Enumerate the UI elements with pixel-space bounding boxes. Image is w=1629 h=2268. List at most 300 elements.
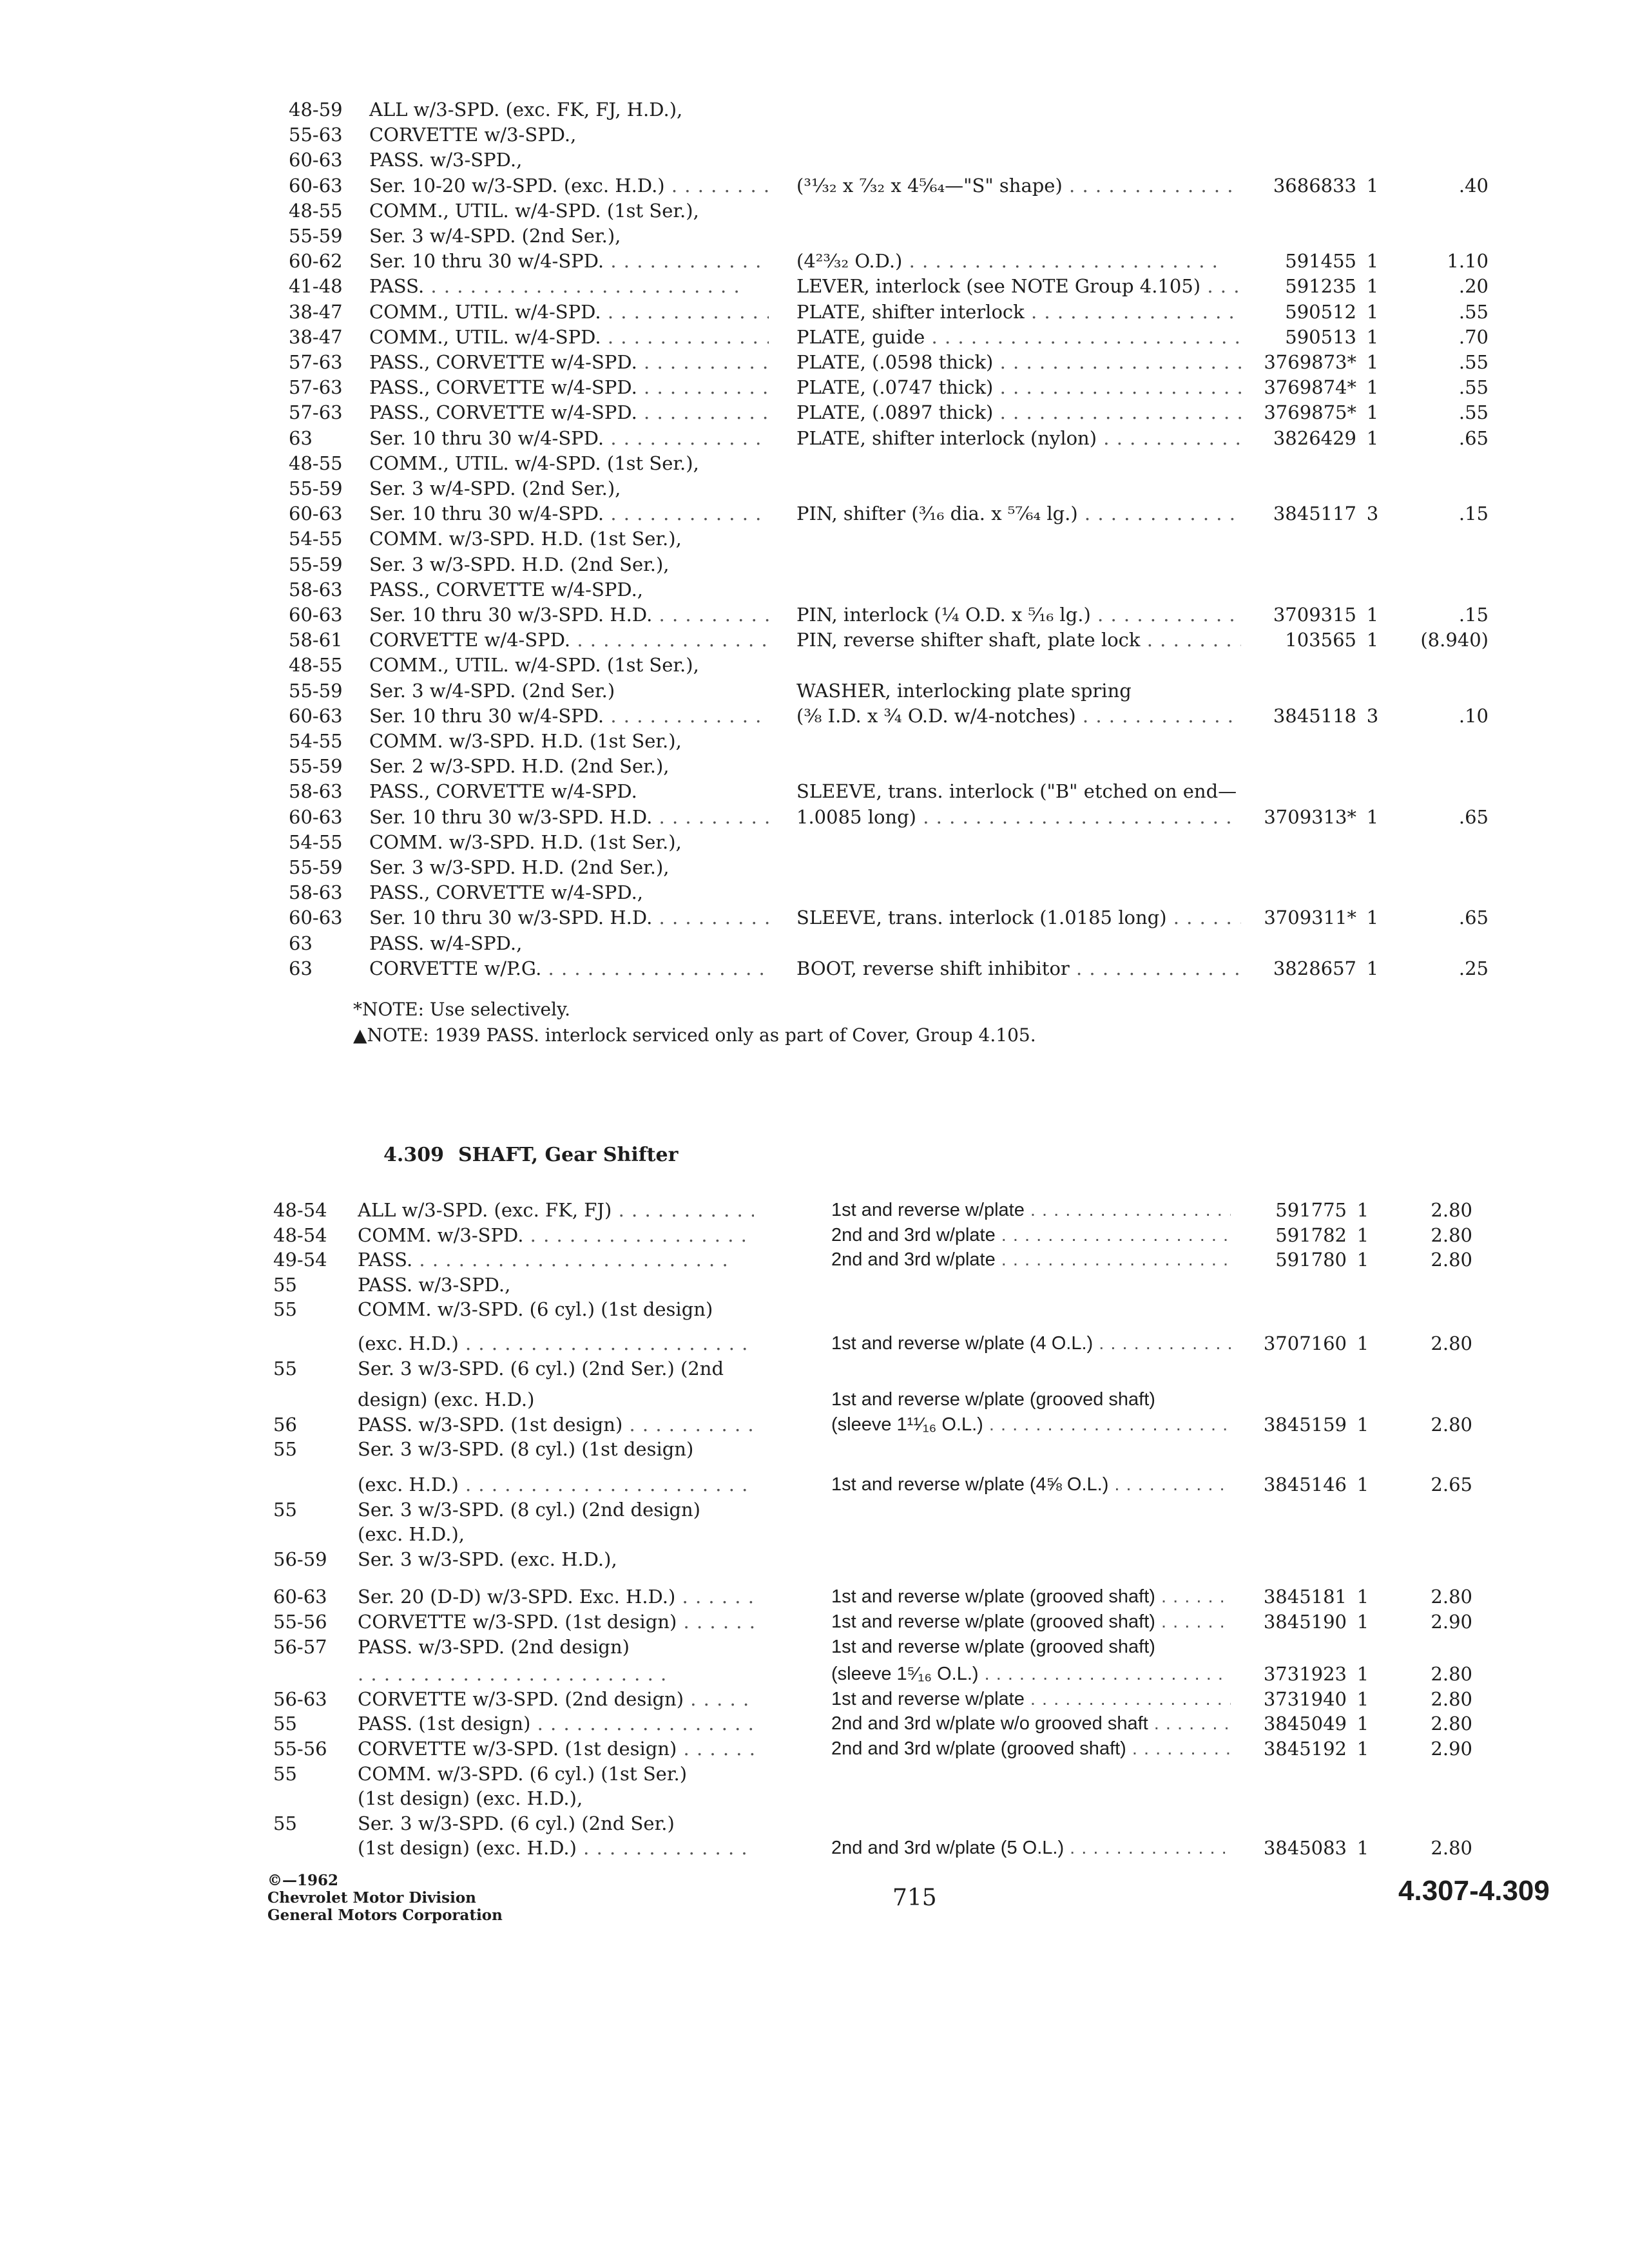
model-description: COMM., UTIL. w/4-SPD. (1st Ser.),	[369, 452, 699, 474]
part-description: WASHER, interlocking plate spring	[796, 679, 1132, 702]
table-row	[0, 1296, 1629, 1322]
part-description: 1st and reverse w/plate (grooved shaft) . . .	[831, 1609, 1231, 1635]
table-row	[0, 1609, 1629, 1635]
table-row	[0, 753, 1629, 779]
model-description	[358, 1661, 754, 1687]
model-description: PASS., CORVETTE w/4-SPD.,	[369, 881, 644, 904]
model-description: Ser. 10 thru 30 w/4-SPD. . . .	[369, 703, 769, 729]
part-number: 103565	[1285, 629, 1356, 651]
year-range: 55-59	[289, 856, 343, 878]
table-row	[0, 1247, 1629, 1273]
year-range: 48-55	[289, 452, 343, 474]
part-description: PLATE, shifter interlock . . .	[796, 299, 1241, 325]
page-number: 715	[892, 1885, 937, 1911]
model-description: COMM., UTIL. w/4-SPD. . . .	[369, 299, 769, 325]
part-description: LEVER, interlock (see NOTE Group 4.105) . . .	[796, 273, 1241, 299]
table-row	[0, 728, 1629, 754]
price: .65	[1458, 427, 1489, 449]
quantity: 1	[1366, 401, 1379, 424]
year-range: 60-63	[289, 704, 343, 727]
table-row	[0, 778, 1629, 804]
year-range: 41-48	[289, 275, 343, 298]
year-range: 55-56	[273, 1738, 327, 1760]
section-title: SHAFT, Gear Shifter	[458, 1144, 679, 1166]
year-range: 55-59	[289, 225, 343, 247]
price: 2.80	[1431, 1249, 1472, 1271]
table-row	[0, 879, 1629, 905]
price: 2.80	[1431, 1224, 1472, 1246]
year-range: 54-55	[289, 730, 343, 752]
price: .65	[1458, 805, 1489, 828]
part-description: 1st and reverse w/plate (grooved shaft)	[831, 1636, 1155, 1657]
part-description: (³⁄₈ I.D. x ¾ O.D. w/4-notches) . . .	[796, 703, 1241, 729]
part-number: 3769875*	[1264, 401, 1356, 424]
year-range: 57-63	[289, 401, 343, 424]
table-row	[0, 450, 1629, 476]
corporation-line: General Motors Corporation	[267, 1907, 503, 1924]
part-number: 3845117	[1273, 503, 1356, 525]
quantity: 1	[1366, 275, 1379, 298]
year-range: 63	[289, 427, 313, 449]
year-range: 55	[273, 1713, 297, 1735]
year-range: 60-62	[289, 250, 343, 273]
table-row	[0, 324, 1629, 350]
model-description: design) (exc. H.D.)	[358, 1389, 535, 1411]
table-row	[0, 1387, 1629, 1412]
table-row	[0, 1272, 1629, 1298]
table-row	[0, 905, 1629, 930]
year-range: 55	[273, 1812, 297, 1834]
table-row	[0, 198, 1629, 224]
year-range: 58-63	[289, 780, 343, 803]
part-number: 3826429	[1273, 427, 1356, 449]
model-description: COMM. w/3-SPD. H.D. (1st Ser.),	[369, 730, 682, 752]
table-row	[0, 1197, 1629, 1223]
model-description: PASS., CORVETTE w/4-SPD. . . .	[369, 399, 769, 425]
year-range: 60-63	[289, 174, 343, 197]
year-range: 55-63	[289, 124, 343, 146]
year-range: 55	[273, 1273, 297, 1296]
model-description: PASS. w/4-SPD.,	[369, 932, 523, 954]
part-number: 590512	[1285, 300, 1356, 323]
model-description: Ser. 3 w/3-SPD. H.D. (2nd Ser.),	[369, 856, 670, 878]
part-description: (sleeve 1⁵⁄₁₆ O.L.) . . .	[831, 1661, 1231, 1687]
section-heading	[383, 1144, 678, 1166]
year-range: 55	[273, 1498, 297, 1521]
footnote-interlock: ▲NOTE: 1939 PASS. interlock serviced only as part of Cover, Group 4.105.	[353, 1024, 1036, 1046]
part-description: BOOT, reverse shift inhibitor . . .	[796, 956, 1241, 981]
model-description: ALL w/3-SPD. (exc. FK, FJ) . . .	[358, 1197, 754, 1223]
part-number: 590513	[1285, 325, 1356, 348]
division-line: Chevrolet Motor Division	[267, 1889, 476, 1907]
quantity: 1	[1356, 1249, 1369, 1271]
model-description: COMM. w/3-SPD. (6 cyl.) (1st Ser.)	[358, 1762, 688, 1785]
year-range: 57-63	[289, 351, 343, 373]
model-description: PASS. . . .	[358, 1247, 754, 1273]
quantity: 1	[1366, 300, 1379, 323]
quantity: 1	[1366, 174, 1379, 197]
model-description: Ser. 3 w/3-SPD. (8 cyl.) (1st design)	[358, 1438, 694, 1461]
part-number: 3769874*	[1264, 376, 1356, 399]
part-description: (sleeve 1¹¹⁄₁₆ O.L.) . . .	[831, 1412, 1231, 1437]
price: .20	[1458, 275, 1489, 298]
year-range: 38-47	[289, 300, 343, 323]
model-description: COMM., UTIL. w/4-SPD. (1st Ser.),	[369, 199, 699, 222]
price: 2.80	[1431, 1687, 1472, 1710]
table-row	[0, 602, 1629, 628]
part-number: 3686833	[1273, 174, 1356, 197]
part-number: 3709313*	[1264, 805, 1356, 828]
price: .55	[1458, 351, 1489, 373]
price: 2.90	[1431, 1738, 1472, 1760]
year-range: 55	[273, 1762, 297, 1785]
part-number: 3845159	[1263, 1413, 1347, 1436]
year-range: 55-59	[289, 679, 343, 702]
table-row	[0, 652, 1629, 678]
table-row	[0, 501, 1629, 526]
part-number: 3709311*	[1264, 907, 1356, 929]
part-number: 3709315	[1273, 604, 1356, 626]
part-description: PLATE, (.0747 thick) . . .	[796, 374, 1241, 400]
quantity: 1	[1366, 604, 1379, 626]
part-number: 3769873*	[1264, 351, 1356, 373]
price: .65	[1458, 907, 1489, 929]
quantity: 1	[1366, 907, 1379, 929]
part-number: 591235	[1285, 275, 1356, 298]
part-number: 3731940	[1263, 1687, 1347, 1710]
price: .70	[1458, 325, 1489, 348]
part-number: 3845146	[1263, 1474, 1347, 1495]
table-row	[0, 1634, 1629, 1660]
year-range: 56-57	[273, 1635, 327, 1658]
part-number: 3845190	[1263, 1611, 1347, 1633]
part-description: 2nd and 3rd w/plate . . .	[831, 1247, 1231, 1273]
part-description: SLEEVE, trans. interlock ("B" etched on end—	[796, 780, 1237, 803]
part-description: PIN, shifter (³⁄₁₆ dia. x ⁵⁷⁄₆₄ lg.) . . .	[796, 501, 1241, 526]
price: .55	[1458, 300, 1489, 323]
model-description: Ser. 3 w/4-SPD. (2nd Ser.),	[369, 225, 621, 247]
year-range: 54-55	[289, 831, 343, 853]
price: .40	[1458, 174, 1489, 197]
table-row	[0, 122, 1629, 148]
quantity: 1	[1366, 957, 1379, 979]
price: (8.940)	[1420, 629, 1489, 651]
table-row	[0, 425, 1629, 451]
model-description: Ser. 3 w/3-SPD. (6 cyl.) (2nd Ser.) (2nd	[358, 1357, 724, 1379]
model-description: PASS., CORVETTE w/4-SPD. . . .	[369, 374, 769, 400]
table-row	[0, 248, 1629, 274]
quantity: 1	[1366, 250, 1379, 273]
part-number: 3845118	[1273, 704, 1356, 727]
model-description: Ser. 10 thru 30 w/3-SPD. H.D. . . .	[369, 905, 769, 930]
table-row	[0, 854, 1629, 880]
table-row	[0, 1497, 1629, 1523]
part-description: 1st and reverse w/plate . . .	[831, 1197, 1231, 1223]
table-row	[0, 1546, 1629, 1572]
model-description: (exc. H.D.) . . .	[358, 1331, 754, 1356]
model-description: Ser. 10 thru 30 w/3-SPD. H.D. . . .	[369, 804, 769, 830]
year-range: 60-63	[289, 149, 343, 171]
price: .10	[1458, 704, 1489, 727]
part-description: PIN, reverse shifter shaft, plate lock . . .	[796, 627, 1241, 653]
price: 2.65	[1431, 1474, 1472, 1495]
model-description: COMM., UTIL. w/4-SPD. (1st Ser.),	[369, 654, 699, 677]
model-description: PASS. w/3-SPD. (2nd design)	[358, 1635, 630, 1658]
part-description: PLATE, shifter interlock (nylon) . . .	[796, 425, 1241, 451]
model-description: COMM. w/3-SPD. H.D. (1st Ser.),	[369, 831, 682, 853]
table-row	[0, 399, 1629, 425]
table-row	[0, 1356, 1629, 1381]
table-row	[0, 526, 1629, 552]
quantity: 1	[1356, 1332, 1369, 1354]
model-description: (1st design) (exc. H.D.) . . .	[358, 1835, 754, 1861]
model-description: PASS., CORVETTE w/4-SPD.,	[369, 578, 644, 601]
year-range: 48-54	[273, 1199, 327, 1221]
table-row	[0, 703, 1629, 729]
price: .55	[1458, 376, 1489, 399]
footnote-selective: *NOTE: Use selectively.	[353, 999, 571, 1020]
part-description: 1st and reverse w/plate . . .	[831, 1686, 1231, 1712]
year-range: 38-47	[289, 325, 343, 348]
year-range: 60-63	[289, 805, 343, 828]
part-number: 3828657	[1273, 957, 1356, 979]
quantity: 1	[1366, 805, 1379, 828]
model-description: Ser. 10 thru 30 w/4-SPD. . . .	[369, 501, 769, 526]
quantity: 1	[1356, 1687, 1369, 1710]
model-description: PASS. w/3-SPD. (1st design) . . .	[358, 1412, 754, 1437]
part-number: 591780	[1275, 1249, 1347, 1271]
part-description: PIN, interlock (¼ O.D. x ⁵⁄₁₆ lg.) . . .	[796, 602, 1241, 628]
year-range: 60-63	[289, 604, 343, 626]
price: .15	[1458, 604, 1489, 626]
price: 2.80	[1431, 1413, 1472, 1436]
year-range: 55-59	[289, 755, 343, 778]
part-description: 1st and reverse w/plate (grooved shaft) . . .	[831, 1584, 1231, 1610]
table-row	[0, 1472, 1629, 1497]
quantity: 1	[1356, 1611, 1369, 1633]
quantity: 1	[1356, 1474, 1369, 1495]
part-number: 3731923	[1263, 1663, 1347, 1686]
part-description: 2nd and 3rd w/plate w/o grooved shaft . . .	[831, 1711, 1231, 1736]
model-description: Ser. 3 w/3-SPD. (8 cyl.) (2nd design)	[358, 1498, 700, 1521]
price: 2.90	[1431, 1611, 1472, 1633]
table-row	[0, 273, 1629, 299]
model-description: Ser. 10 thru 30 w/4-SPD. . . .	[369, 425, 769, 451]
part-number: 591775	[1275, 1199, 1347, 1221]
model-description: COMM. w/3-SPD. . . .	[358, 1222, 754, 1248]
part-number: 3845192	[1263, 1738, 1347, 1760]
part-description: SLEEVE, trans. interlock (1.0185 long) . . .	[796, 905, 1241, 930]
part-number: 3845181	[1263, 1586, 1347, 1608]
quantity: 1	[1356, 1199, 1369, 1221]
quantity: 1	[1366, 325, 1379, 348]
table-row	[0, 1584, 1629, 1610]
model-description: CORVETTE w/4-SPD. . . .	[369, 627, 769, 653]
year-range: 57-63	[289, 376, 343, 399]
model-description: PASS. (1st design) . . .	[358, 1711, 754, 1736]
model-description: Ser. 10 thru 30 w/4-SPD. . . .	[369, 248, 769, 274]
table-row	[0, 374, 1629, 400]
model-description: Ser. 3 w/4-SPD. (2nd Ser.)	[369, 679, 615, 702]
quantity: 1	[1356, 1738, 1369, 1760]
part-description: 1st and reverse w/plate (4 O.L.) . . .	[831, 1331, 1231, 1356]
year-range: 63	[289, 932, 313, 954]
table-row	[0, 678, 1629, 704]
year-range: 48-55	[289, 199, 343, 222]
model-description: PASS. w/3-SPD.,	[358, 1273, 511, 1296]
model-description: PASS., CORVETTE w/4-SPD.	[369, 780, 637, 803]
model-description: COMM. w/3-SPD. H.D. (1st Ser.),	[369, 528, 682, 550]
price: 2.80	[1431, 1713, 1472, 1735]
year-range: 55-59	[289, 477, 343, 499]
part-description: 1.0085 long) . . .	[796, 804, 1241, 830]
table-row	[0, 1711, 1629, 1736]
model-description: PASS. w/3-SPD.,	[369, 149, 523, 171]
part-description: (4²³⁄₃₂ O.D.) . . .	[796, 248, 1241, 274]
price: .25	[1458, 957, 1489, 979]
model-description: Ser. 3 w/3-SPD. H.D. (2nd Ser.),	[369, 553, 670, 575]
part-number: 3845049	[1263, 1713, 1347, 1735]
year-range: 55-59	[289, 553, 343, 575]
table-row	[0, 1521, 1629, 1547]
year-range: 60-63	[273, 1586, 327, 1608]
model-description: Ser. 2 w/3-SPD. H.D. (2nd Ser.),	[369, 755, 670, 778]
model-description: (exc. H.D.),	[358, 1523, 465, 1546]
section-number: 4.309	[383, 1144, 444, 1166]
table-row	[0, 349, 1629, 375]
year-range: 58-63	[289, 881, 343, 904]
table-row	[0, 1761, 1629, 1787]
model-description: CORVETTE w/P.G. . . .	[369, 956, 769, 981]
copyright-line: ©—1962	[267, 1872, 339, 1889]
year-range: 63	[289, 957, 313, 979]
model-description: (1st design) (exc. H.D.),	[358, 1787, 583, 1810]
year-range: 58-63	[289, 578, 343, 601]
table-row	[0, 1736, 1629, 1762]
model-description: Ser. 3 w/3-SPD. (exc. H.D.),	[358, 1548, 617, 1570]
year-range: 56	[273, 1413, 297, 1436]
table-row	[0, 173, 1629, 198]
price: 1.10	[1447, 250, 1489, 273]
part-number: 591782	[1275, 1224, 1347, 1246]
price: 2.80	[1431, 1837, 1472, 1860]
price: 2.80	[1431, 1332, 1472, 1354]
price: .15	[1458, 503, 1489, 525]
year-range: 56-63	[273, 1687, 327, 1710]
price: 2.80	[1431, 1663, 1472, 1686]
quantity: 1	[1366, 629, 1379, 651]
model-description: CORVETTE w/3-SPD. (1st design) . . .	[358, 1609, 754, 1635]
quantity: 1	[1356, 1713, 1369, 1735]
table-row	[0, 552, 1629, 577]
part-description: 1st and reverse w/plate (4⅝ O.L.) . . .	[831, 1472, 1231, 1497]
year-range: 48-59	[289, 99, 343, 120]
model-description: Ser. 10-20 w/3-SPD. (exc. H.D.) . . .	[369, 173, 769, 198]
year-range: 60-63	[289, 503, 343, 525]
table-row	[0, 1686, 1629, 1712]
quantity: 1	[1356, 1663, 1369, 1686]
table-row	[0, 930, 1629, 956]
quantity: 1	[1356, 1413, 1369, 1436]
table-row	[0, 476, 1629, 501]
table-row	[0, 1412, 1629, 1437]
table-row	[0, 627, 1629, 653]
table-row	[0, 1436, 1629, 1462]
part-description: (³¹⁄₃₂ x ⁷⁄₃₂ x 4⁵⁄₆₄—"S" shape) . . .	[796, 173, 1241, 198]
model-description: (exc. H.D.) . . .	[358, 1472, 754, 1497]
part-description: PLATE, guide . . .	[796, 324, 1241, 350]
year-range: 55	[273, 1438, 297, 1461]
quantity: 1	[1366, 351, 1379, 373]
year-range: 55	[273, 1357, 297, 1379]
table-row	[0, 1661, 1629, 1687]
table-row	[0, 1222, 1629, 1248]
model-description: COMM. w/3-SPD. (6 cyl.) (1st design)	[358, 1298, 713, 1321]
model-description: Ser. 20 (D-D) w/3-SPD. Exc. H.D.) . . .	[358, 1584, 754, 1610]
part-description: 2nd and 3rd w/plate (5 O.L.) . . .	[831, 1835, 1231, 1861]
table-row	[0, 577, 1629, 602]
part-description: 2nd and 3rd w/plate (grooved shaft) . . .	[831, 1736, 1231, 1762]
table-row	[0, 299, 1629, 325]
part-description: 1st and reverse w/plate (grooved shaft)	[831, 1389, 1155, 1410]
year-range: 55-56	[273, 1611, 327, 1633]
quantity: 1	[1356, 1224, 1369, 1246]
price: 2.80	[1431, 1586, 1472, 1608]
quantity: 1	[1356, 1586, 1369, 1608]
model-description: ALL w/3-SPD. (exc. FK, FJ, H.D.),	[369, 99, 683, 120]
table-row	[0, 97, 1629, 122]
model-description: CORVETTE w/3-SPD.,	[369, 124, 577, 146]
year-range: 49-54	[273, 1249, 327, 1271]
part-number: 3845083	[1263, 1837, 1347, 1860]
model-description: Ser. 3 w/3-SPD. (6 cyl.) (2nd Ser.)	[358, 1812, 675, 1834]
model-description: PASS., CORVETTE w/4-SPD. . . .	[369, 349, 769, 375]
model-description: Ser. 10 thru 30 w/3-SPD. H.D. . . .	[369, 602, 769, 628]
model-description: PASS. . . .	[369, 273, 769, 299]
model-description: CORVETTE w/3-SPD. (2nd design) . . .	[358, 1686, 754, 1712]
table-row	[0, 829, 1629, 855]
quantity: 3	[1366, 503, 1379, 525]
table-row	[0, 1835, 1629, 1861]
model-description: CORVETTE w/3-SPD. (1st design) . . .	[358, 1736, 754, 1762]
year-range: 60-63	[289, 907, 343, 929]
table-row	[0, 804, 1629, 830]
table-row	[0, 1331, 1629, 1356]
table-row	[0, 223, 1629, 249]
part-description: PLATE, (.0598 thick) . . .	[796, 349, 1241, 375]
model-description: Ser. 3 w/4-SPD. (2nd Ser.),	[369, 477, 621, 499]
quantity: 1	[1366, 427, 1379, 449]
publisher-block	[267, 1872, 503, 1924]
year-range: 48-55	[289, 654, 343, 677]
price: 2.80	[1431, 1199, 1472, 1221]
model-description: COMM., UTIL. w/4-SPD. . . .	[369, 324, 769, 350]
quantity: 1	[1356, 1837, 1369, 1860]
table-row	[0, 1785, 1629, 1811]
table-row	[0, 147, 1629, 173]
part-description: 2nd and 3rd w/plate . . .	[831, 1222, 1231, 1248]
part-description: PLATE, (.0897 thick) . . .	[796, 399, 1241, 425]
part-number: 591455	[1285, 250, 1356, 273]
group-range: 4.307-4.309	[1398, 1875, 1550, 1907]
quantity: 1	[1366, 376, 1379, 399]
year-range: 48-54	[273, 1224, 327, 1246]
table-row	[0, 1811, 1629, 1836]
part-number: 3707160	[1263, 1332, 1347, 1354]
year-range: 54-55	[289, 528, 343, 550]
quantity: 3	[1366, 704, 1379, 727]
year-range: 56-59	[273, 1548, 327, 1570]
